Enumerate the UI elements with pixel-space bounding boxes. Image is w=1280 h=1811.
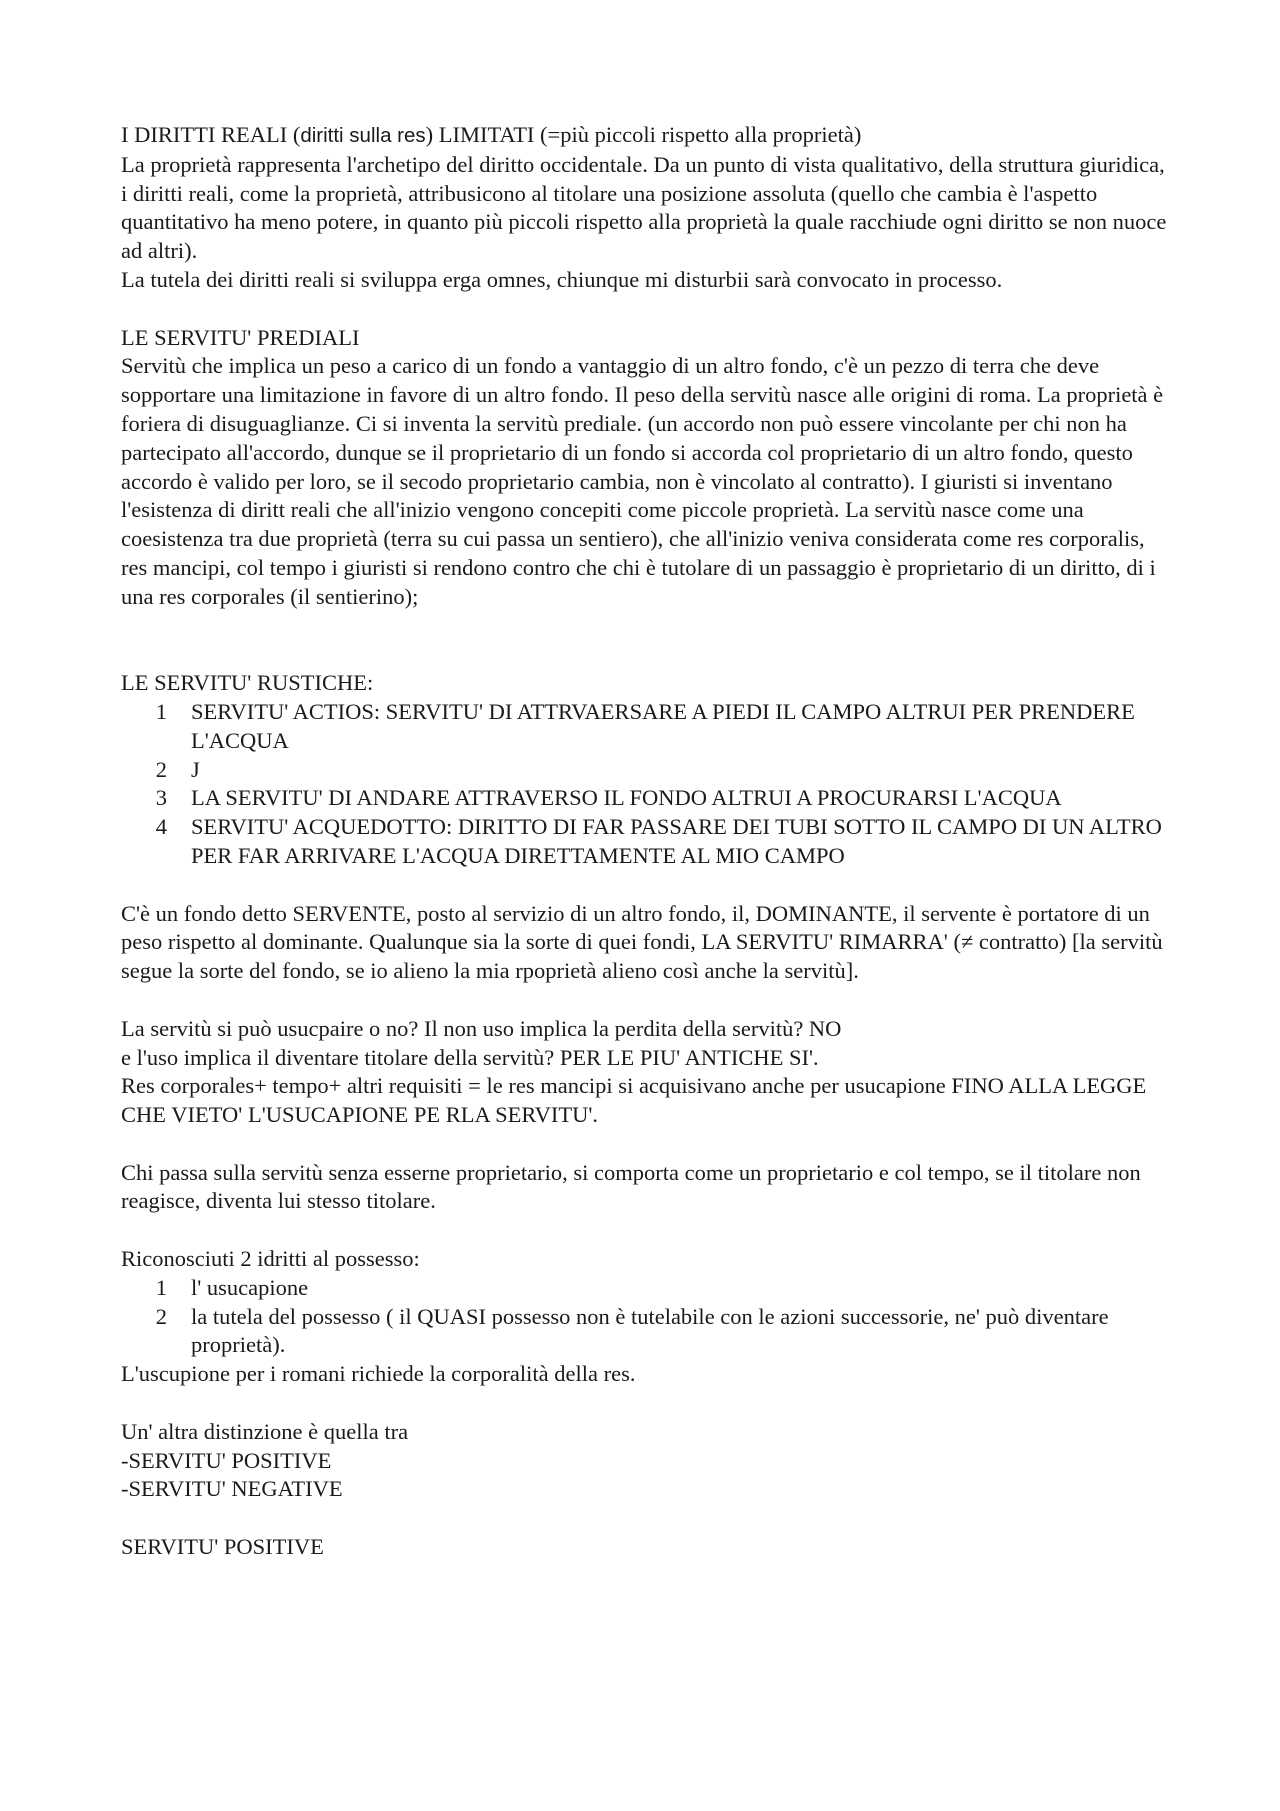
paragraph-usucapione-line1: La servitù si può usucpaire o no? Il non uso implica la perdita della servitù? NO [121,1015,842,1041]
section-heading-rustiche: LE SERVITU' RUSTICHE: [121,670,374,696]
heading-text-part2: ) LIMITATI (=più piccoli rispetto alla proprietà) [425,122,862,147]
list-item-number: 1 [155,698,167,724]
spacer [121,1389,1171,1418]
document-page [121,121,1171,1562]
list-item [121,1274,1171,1303]
paragraph-uscupione: L'uscupione per i romani richiede la corporalità della res. [121,1361,636,1387]
list-item-number: 2 [155,1303,167,1329]
list-item [121,1303,1171,1361]
spacer [121,1130,1171,1159]
paragraph-distinzione: Un' altra distinzione è quella tra [121,1418,409,1444]
paragraph-chi-passa: Chi passa sulla servitù senza esserne proprietario, si comporta come un proprietario e col tempo, se il titolare non reagisce, diventa lui stesso titolare. [121,1159,1141,1214]
paragraph-servente: C'è un fondo detto SERVENTE, posto al servizio di un altro fondo, il, DOMINANTE, il servente è portatore di un peso rispetto al dominante. Qualunque sia la sorte di quei fondi, LA SERVITU' RIMARRA' (≠ contratto) [la servitù segue la sorte del fondo, se io alieno la mia rpoprietà alieno così anche la servitù]. [121,900,1163,984]
list-item-text: LA SERVITU' DI ANDARE ATTRAVERSO IL FONDO ALTRUI A PROCURARSI L'ACQUA [191,785,1062,811]
list-item-number: 2 [155,756,167,782]
heading-text-part1: I DIRITTI REALI ( [121,122,301,147]
section-heading-diritti-reali [121,121,1171,151]
list-item-text: la tutela del possesso ( il QUASI possesso non è tutelabile con le azioni successorie, ne' può diventare proprietà). [191,1303,1109,1358]
paragraph-usucapione-line3: Res corporales+ tempo+ altri requisiti = le res mancipi si acquisivano anche per usucapione FINO ALLA LEGGE CHE VIETO' L'USUCAPIONE PE RLA SERVITU'. [121,1073,1147,1128]
spacer [121,295,1171,324]
section-heading-riconosciuti: Riconosciuti 2 idritti al possesso: [121,1246,420,1272]
heading-text-sans: diritti sulla res [300,124,426,147]
paragraph-tutela: La tutela dei diritti reali si sviluppa erga omnes, chiunque mi disturbii sarà convocato in processo. [121,266,1003,292]
list-item [121,756,1171,785]
list-riconosciuti [121,1274,1171,1360]
distinzione-negative: -SERVITU' NEGATIVE [121,1476,343,1502]
spacer [121,1504,1171,1533]
paragraph-proprieta: La proprietà rappresenta l'archetipo del diritto occidentale. Da un punto di vista qualitativo, della struttura giuridica, i diritti reali, come la proprietà, attribusicono al titolare una posizione assoluta (quello che cambia è l'aspetto quantitativo ha meno potere, in quanto più piccoli rispetto alla proprietà la quale racchiude ogni diritto se non nuoce ad altri). [121,151,1167,264]
list-item-text: l' usucapione [191,1274,309,1300]
list-item-number: 1 [155,1274,167,1300]
section-heading-prediali: LE SERVITU' PREDIALI [121,324,360,350]
list-item-number: 3 [155,785,167,811]
spacer [121,871,1171,900]
list-item-number: 4 [155,814,167,840]
list-item [121,698,1171,756]
list-item-text: SERVITU' ACQUEDOTTO: DIRITTO DI FAR PASSARE DEI TUBI SOTTO IL CAMPO DI UN ALTRO PER FAR ARRIVARE L'ACQUA DIRETTAMENTE AL MIO CAMPO [191,814,1162,868]
list-item [121,813,1171,871]
distinzione-positive: -SERVITU' POSITIVE [121,1447,332,1473]
spacer [121,1216,1171,1245]
list-item [121,784,1171,813]
paragraph-usucapione-line2: e l'uso implica il diventare titolare della servitù? PER LE PIU' ANTICHE SI'. [121,1044,819,1070]
spacer [121,612,1171,670]
list-item-text: J [191,756,200,782]
paragraph-prediali: Servitù che implica un peso a carico di un fondo a vantaggio di un altro fondo, c'è un pezzo di terra che deve sopportare una limitazione in favore di un altro fondo. Il peso della servitù nasce alle origini di roma. La proprietà è foriera di disuguaglianze. Ci si inventa la servitù prediale. (un accordo non può essere vincolante per chi non ha partecipato all'accordo, dunque se il proprietario di un fondo si accorda col proprietario di un altro fondo, questo accordo è valido per loro, se il secodo proprietario cambia, non è vincolato al contratto). I giuristi si inventano l'esistenza di diritt reali che all'inizio vengono concepiti come piccole proprietà. La servitù nasce come una coesistenza tra due proprietà (terra su cui passa un sentiero), che all'inizio veniva considerata come res corporalis, res mancipi, col tempo i giuristi si rendono contro che chi è tutolare di un passaggio è proprietario di un diritto, di i una res corporales (il sentierino); [121,353,1164,609]
list-rustiche [121,698,1171,871]
section-heading-positive: SERVITU' POSITIVE [121,1534,324,1560]
list-item-text: SERVITU' ACTIOS: SERVITU' DI ATTRVAERSARE A PIEDI IL CAMPO ALTRUI PER PRENDERE L'ACQUA [191,698,1135,753]
spacer [121,986,1171,1015]
